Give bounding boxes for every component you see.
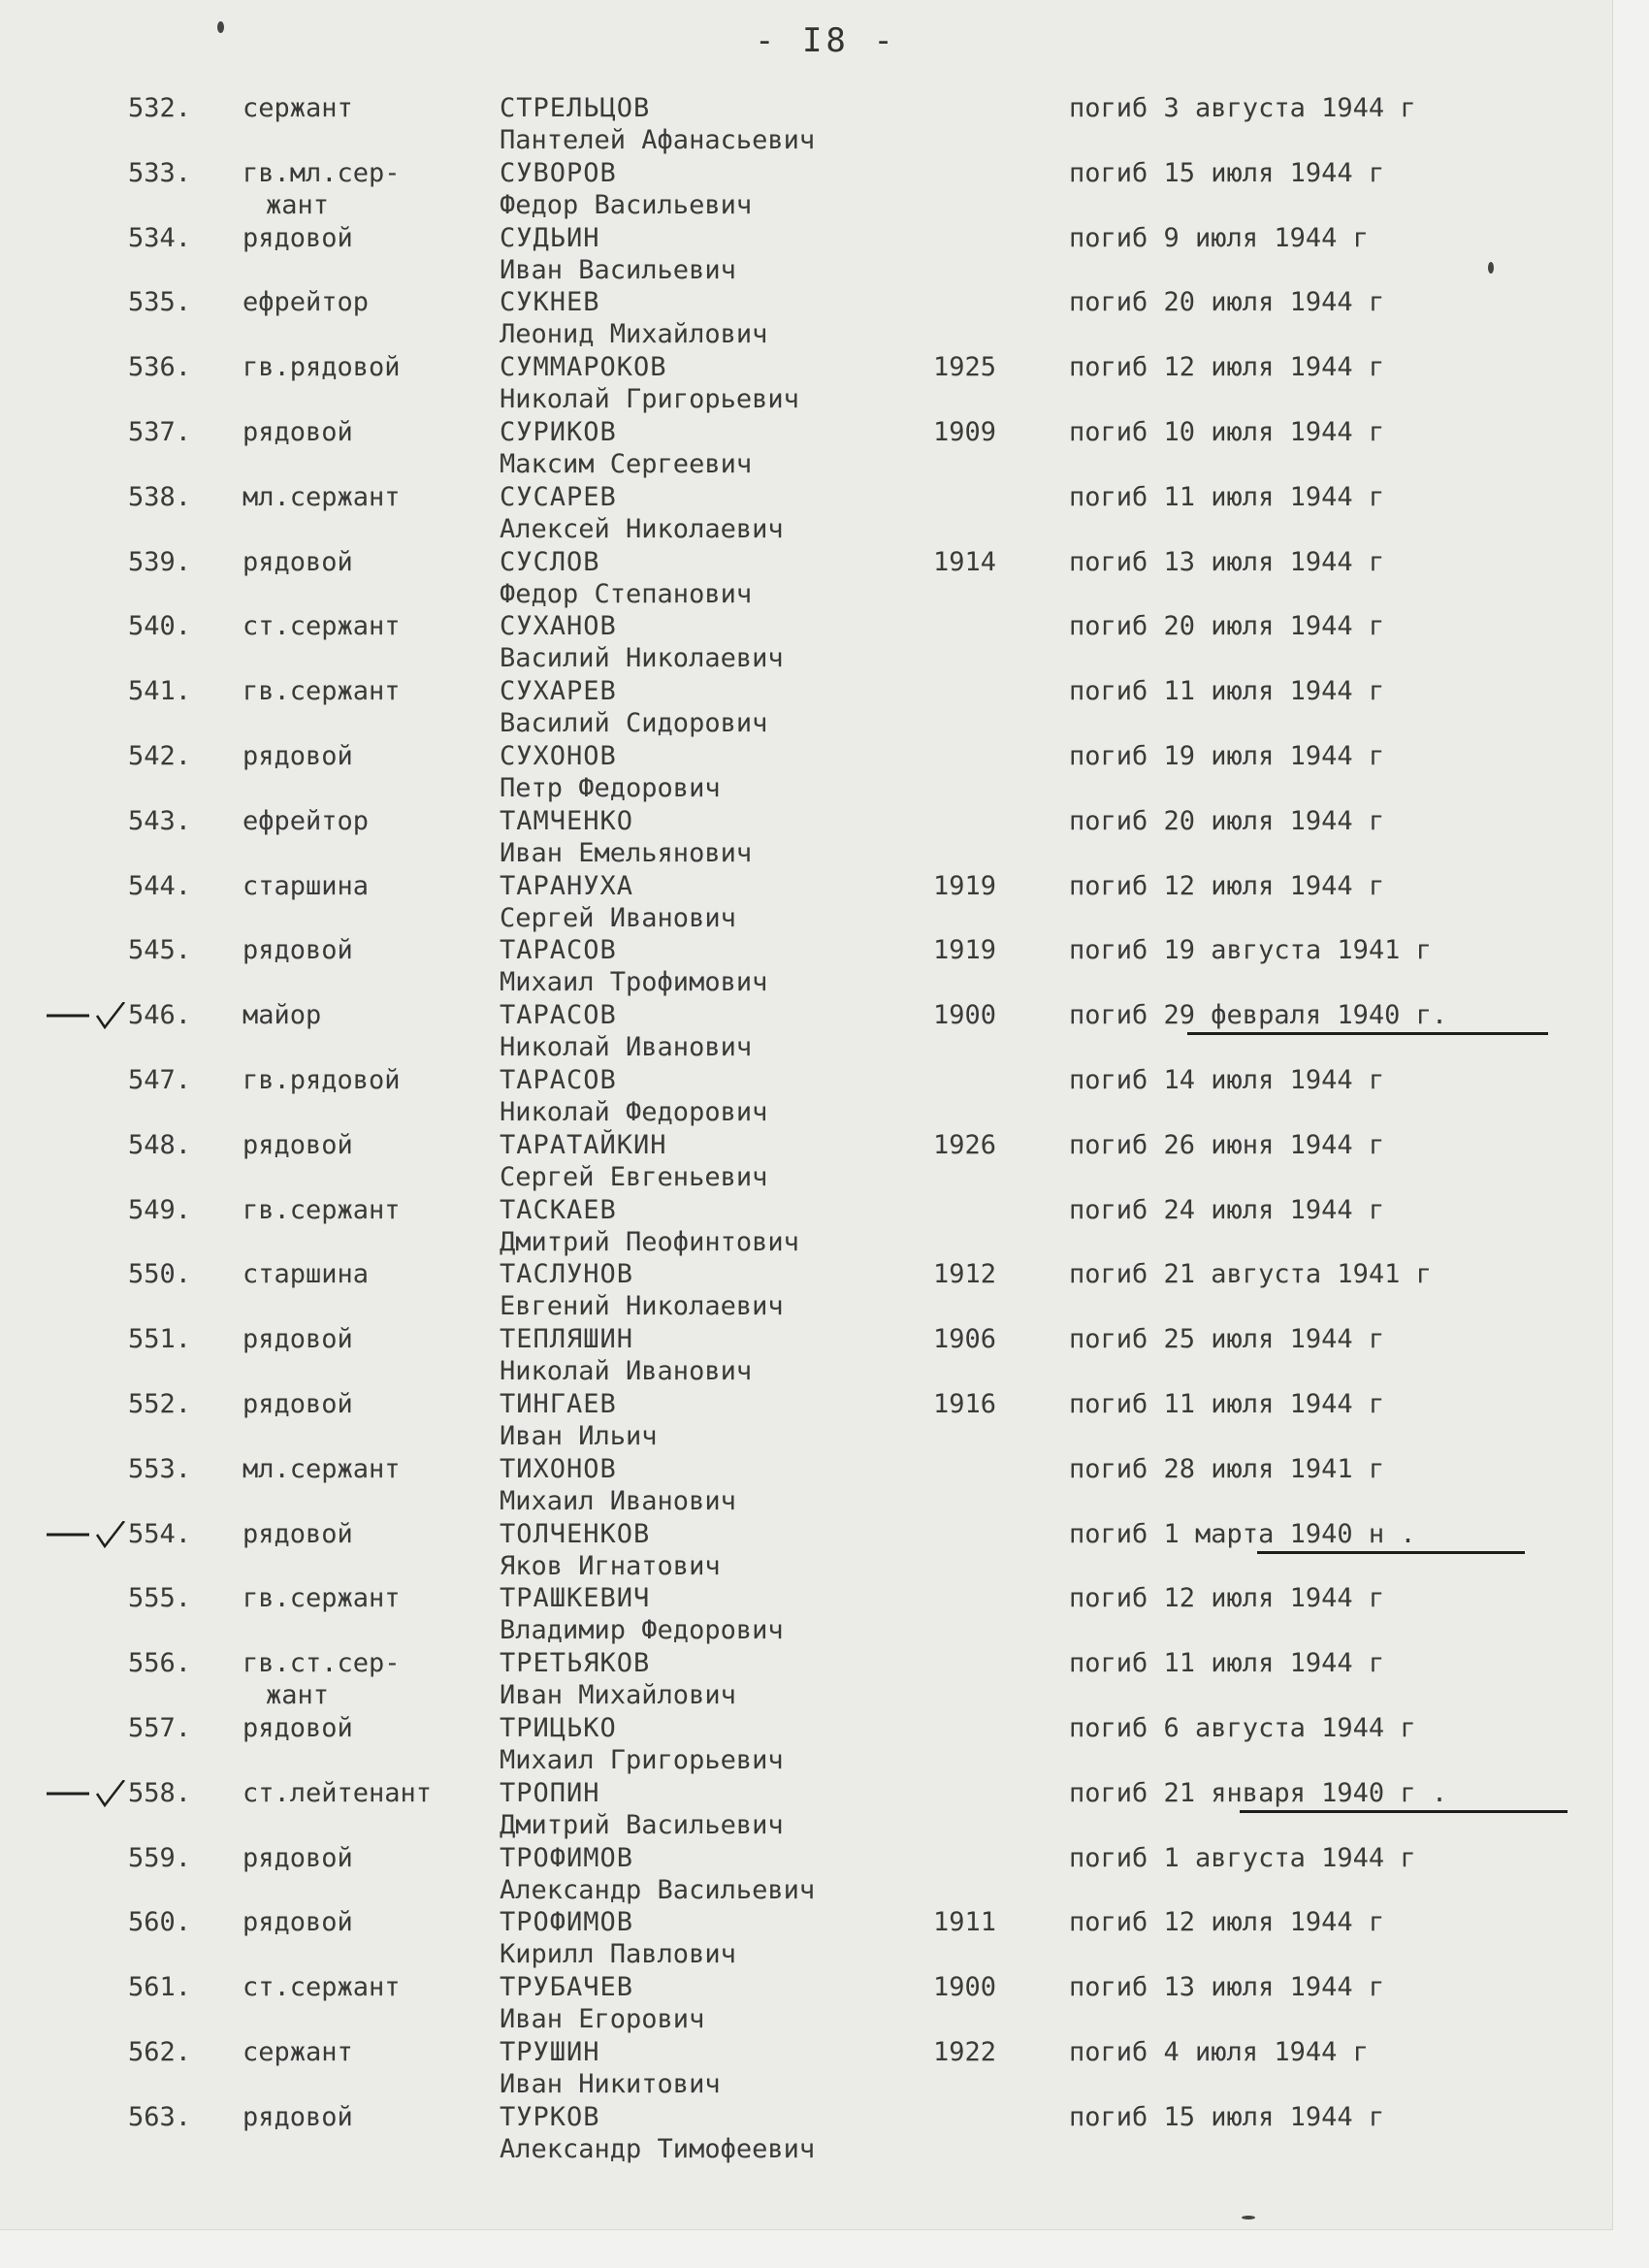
entry-surname: ТИНГАЕВ xyxy=(500,1388,617,1419)
entry-given-names: Иван Емельянович xyxy=(500,837,753,868)
entry-number: 549. xyxy=(128,1194,192,1225)
entry-death-date: погиб 12 июля 1944 г xyxy=(1069,1583,1385,1614)
entry-given-names: Евгений Николаевич xyxy=(500,1291,784,1322)
entry-number: 538. xyxy=(128,481,192,512)
entry-number: 547. xyxy=(128,1064,192,1095)
entry-given-names: Леонид Михайлович xyxy=(500,319,768,350)
entry-rank xyxy=(242,1518,353,1550)
entry-rank xyxy=(242,481,401,513)
entry-given-names: Дмитрий Васильевич xyxy=(500,1809,784,1840)
entry-rank xyxy=(242,1842,353,1874)
list-item xyxy=(0,1518,1612,1583)
entry-surname: ТУРКОВ xyxy=(500,2101,600,2132)
entry-death-date: погиб 20 июля 1944 г xyxy=(1069,287,1385,318)
entry-given-names: Дмитрий Пеофинтович xyxy=(500,1226,799,1257)
entry-rank xyxy=(242,416,353,448)
entry-surname: ТАСКАЕВ xyxy=(500,1194,617,1225)
entry-birth-year: 1900 xyxy=(933,1000,997,1031)
entry-death-date: погиб 9 июля 1944 г xyxy=(1069,222,1369,253)
list-item xyxy=(0,157,1612,222)
entry-birth-year: 1900 xyxy=(933,1972,997,2003)
entry-rank xyxy=(242,1971,401,2003)
list-item xyxy=(0,1453,1612,1518)
entry-death-date: погиб 3 августа 1944 г xyxy=(1069,93,1416,123)
handwritten-check-icon xyxy=(45,1521,126,1548)
list-item xyxy=(0,870,1612,935)
entry-given-names: Михаил Иванович xyxy=(500,1485,736,1516)
rank-line-continuation: жант xyxy=(266,1680,330,1711)
entry-rank xyxy=(242,1712,353,1744)
entry-rank xyxy=(242,1582,401,1614)
entry-surname: ТРИЦЬКО xyxy=(500,1712,617,1743)
list-item xyxy=(0,1323,1612,1388)
entry-rank xyxy=(242,740,353,772)
list-item xyxy=(0,2101,1612,2166)
entry-given-names: Иван Васильевич xyxy=(500,254,736,285)
entry-number: 560. xyxy=(128,1907,192,1938)
entry-surname: СУДЬИН xyxy=(500,222,600,253)
entry-death-date: погиб 20 июля 1944 г xyxy=(1069,805,1385,836)
entry-birth-year: 1912 xyxy=(933,1259,997,1290)
entry-rank xyxy=(242,1647,401,1711)
list-item xyxy=(0,1971,1612,2036)
entry-surname: ТАМЧЕНКО xyxy=(500,805,634,836)
entry-given-names: Иван Михайлович xyxy=(500,1680,736,1711)
rank-line: майор xyxy=(242,1000,322,1031)
entry-death-date: погиб 11 июля 1944 г xyxy=(1069,1648,1385,1679)
entry-surname: ТОЛЧЕНКОВ xyxy=(500,1518,651,1549)
entry-given-names: Василий Николаевич xyxy=(500,643,784,674)
list-item xyxy=(0,1582,1612,1647)
list-item xyxy=(0,1842,1612,1907)
list-item xyxy=(0,610,1612,675)
entry-death-date: погиб 1 марта 1940 н . xyxy=(1069,1518,1416,1549)
entry-surname: СУХАРЕВ xyxy=(500,676,617,707)
entry-death-date: погиб 4 июля 1944 г xyxy=(1069,2036,1369,2067)
entry-given-names: Алексей Николаевич xyxy=(500,513,784,544)
rank-line: ефрейтор xyxy=(242,805,370,836)
entry-death-date: погиб 20 июля 1944 г xyxy=(1069,611,1385,642)
entry-rank xyxy=(242,805,369,837)
entry-given-names: Федор Степанович xyxy=(500,578,753,609)
page-number: - I8 - xyxy=(755,21,897,60)
entry-surname: ТРУШИН xyxy=(500,2036,600,2067)
list-item xyxy=(0,999,1612,1064)
entry-rank xyxy=(242,2036,353,2068)
rank-line: рядовой xyxy=(242,416,353,447)
entry-surname: СУРИКОВ xyxy=(500,416,617,447)
entry-rank xyxy=(242,999,321,1031)
entry-death-date: погиб 14 июля 1944 г xyxy=(1069,1064,1385,1095)
rank-line: рядовой xyxy=(242,1129,353,1160)
entry-rank xyxy=(242,222,353,254)
entry-given-names: Николай Федорович xyxy=(500,1096,768,1127)
entry-death-date: погиб 26 июня 1944 г xyxy=(1069,1129,1385,1160)
entry-number: 552. xyxy=(128,1388,192,1419)
entry-surname: ТРОФИМОВ xyxy=(500,1842,634,1873)
entry-birth-year: 1911 xyxy=(933,1907,997,1938)
entry-given-names: Иван Ильич xyxy=(500,1420,658,1451)
rank-line: гв.рядовой xyxy=(242,1064,401,1095)
entry-number: 536. xyxy=(128,352,192,383)
entry-rank xyxy=(242,157,401,221)
entry-given-names: Василий Сидорович xyxy=(500,708,768,739)
entry-birth-year: 1914 xyxy=(933,546,997,577)
entry-birth-year: 1922 xyxy=(933,2036,997,2067)
list-item xyxy=(0,934,1612,999)
entry-number: 550. xyxy=(128,1259,192,1290)
entry-number: 551. xyxy=(128,1324,192,1355)
rank-line: ст.лейтенант xyxy=(242,1777,433,1808)
entry-given-names: Владимир Федорович xyxy=(500,1615,784,1646)
entry-birth-year: 1919 xyxy=(933,935,997,966)
entry-surname: СУММАРОКОВ xyxy=(500,352,667,383)
entry-rank xyxy=(242,1064,401,1096)
entry-number: 537. xyxy=(128,416,192,447)
entry-death-date: погиб 19 июля 1944 г xyxy=(1069,740,1385,771)
entry-surname: ТАРАСОВ xyxy=(500,1064,617,1095)
entry-death-date: погиб 11 июля 1944 г xyxy=(1069,1388,1385,1419)
rank-line-continuation: жант xyxy=(266,189,330,220)
rank-line: мл.сержант xyxy=(242,481,401,512)
entry-death-date: погиб 13 июля 1944 г xyxy=(1069,1972,1385,2003)
rank-line: гв.сержант xyxy=(242,1194,401,1225)
entry-given-names: Кирилл Павлович xyxy=(500,1939,736,1970)
entry-death-date: погиб 6 августа 1944 г xyxy=(1069,1712,1416,1743)
rank-line: рядовой xyxy=(242,546,353,577)
entry-number: 557. xyxy=(128,1712,192,1743)
entry-death-date: погиб 15 июля 1944 г xyxy=(1069,2101,1385,2132)
list-item xyxy=(0,740,1612,805)
entry-surname: ТАРАСОВ xyxy=(500,935,617,966)
rank-line: сержант xyxy=(242,93,353,123)
entry-given-names: Михаил Трофимович xyxy=(500,967,768,998)
entry-rank xyxy=(242,934,353,966)
rank-line: гв.мл.сер- xyxy=(242,157,401,188)
entry-number: 555. xyxy=(128,1583,192,1614)
list-item xyxy=(0,1129,1612,1194)
entry-surname: ТАРАТАЙКИН xyxy=(500,1129,667,1160)
entry-given-names: Иван Егорович xyxy=(500,2004,705,2035)
entry-death-date: погиб 11 июля 1944 г xyxy=(1069,676,1385,707)
entry-rank xyxy=(242,1323,353,1355)
list-item xyxy=(0,1064,1612,1129)
rank-line: гв.ст.сер- xyxy=(242,1648,401,1679)
entry-death-date: погиб 21 января 1940 г . xyxy=(1069,1777,1448,1808)
ink-speck xyxy=(1242,2216,1255,2219)
entry-surname: ТАСЛУНОВ xyxy=(500,1259,634,1290)
entry-death-date: погиб 28 июля 1941 г xyxy=(1069,1453,1385,1484)
entry-given-names: Сергей Евгеньевич xyxy=(500,1161,768,1192)
list-item xyxy=(0,222,1612,287)
entry-death-date: погиб 12 июля 1944 г xyxy=(1069,870,1385,901)
entry-number: 556. xyxy=(128,1648,192,1679)
entry-number: 539. xyxy=(128,546,192,577)
entry-rank xyxy=(242,610,401,642)
entry-number: 541. xyxy=(128,676,192,707)
rank-line: старшина xyxy=(242,870,370,901)
rank-line: рядовой xyxy=(242,2101,353,2132)
entry-rank xyxy=(242,1777,432,1809)
entry-surname: СУСЛОВ xyxy=(500,546,600,577)
entry-number: 562. xyxy=(128,2036,192,2067)
entry-given-names: Иван Никитович xyxy=(500,2068,721,2099)
entry-number: 544. xyxy=(128,870,192,901)
entry-rank xyxy=(242,870,369,902)
entry-surname: ТРЕТЬЯКОВ xyxy=(500,1648,651,1679)
list-item xyxy=(0,1777,1612,1842)
entry-surname: ТРОПИН xyxy=(500,1777,600,1808)
entry-number: 554. xyxy=(128,1518,192,1549)
entry-rank xyxy=(242,286,369,318)
entry-number: 542. xyxy=(128,740,192,771)
entry-given-names: Михаил Григорьевич xyxy=(500,1744,784,1775)
handwritten-check-icon xyxy=(45,1002,126,1029)
entry-rank xyxy=(242,1906,353,1938)
entry-number: 561. xyxy=(128,1972,192,2003)
entry-surname: СУСАРЕВ xyxy=(500,481,617,512)
entry-number: 563. xyxy=(128,2101,192,2132)
entry-surname: ТЕПЛЯШИН xyxy=(500,1324,634,1355)
entry-rank xyxy=(242,546,353,578)
list-item xyxy=(0,1906,1612,1971)
list-item xyxy=(0,351,1612,416)
entry-number: 543. xyxy=(128,805,192,836)
entry-surname: ТАРАНУХА xyxy=(500,870,634,901)
rank-line: гв.сержант xyxy=(242,1583,401,1614)
entry-number: 540. xyxy=(128,611,192,642)
entry-surname: СУХОНОВ xyxy=(500,740,617,771)
entry-given-names: Яков Игнатович xyxy=(500,1550,721,1581)
entry-death-date: погиб 29 февраля 1940 г. xyxy=(1069,1000,1448,1031)
list-item xyxy=(0,1388,1612,1453)
entry-death-date: погиб 13 июля 1944 г xyxy=(1069,546,1385,577)
entry-death-date: погиб 11 июля 1944 г xyxy=(1069,481,1385,512)
list-item xyxy=(0,805,1612,870)
entry-number: 558. xyxy=(128,1777,192,1808)
entry-given-names: Сергей Иванович xyxy=(500,902,736,933)
entry-number: 548. xyxy=(128,1129,192,1160)
list-item xyxy=(0,2036,1612,2101)
entry-surname: СУХАНОВ xyxy=(500,611,617,642)
handwritten-underline xyxy=(1187,1032,1548,1035)
entry-surname: ТРУБАЧЕВ xyxy=(500,1972,634,2003)
entry-rank xyxy=(242,1388,353,1420)
entry-rank xyxy=(242,92,353,124)
rank-line: ст.сержант xyxy=(242,1972,401,2003)
rank-line: ст.сержант xyxy=(242,611,401,642)
entry-death-date: погиб 10 июля 1944 г xyxy=(1069,416,1385,447)
entry-birth-year: 1906 xyxy=(933,1324,997,1355)
rank-line: гв.рядовой xyxy=(242,352,401,383)
entry-rank xyxy=(242,1194,401,1226)
casualty-list xyxy=(0,92,1612,2166)
entry-given-names: Николай Иванович xyxy=(500,1032,753,1063)
rank-line: сержант xyxy=(242,2036,353,2067)
entry-death-date: погиб 21 августа 1941 г xyxy=(1069,1259,1432,1290)
entry-given-names: Пантелей Афанасьевич xyxy=(500,125,816,155)
entry-death-date: погиб 24 июля 1944 г xyxy=(1069,1194,1385,1225)
entry-birth-year: 1926 xyxy=(933,1129,997,1160)
entry-birth-year: 1916 xyxy=(933,1388,997,1419)
rank-line: гв.сержант xyxy=(242,676,401,707)
rank-line: рядовой xyxy=(242,740,353,771)
list-item xyxy=(0,1647,1612,1712)
entry-surname: ТРОФИМОВ xyxy=(500,1907,634,1938)
entry-death-date: погиб 12 июля 1944 г xyxy=(1069,352,1385,383)
entry-rank xyxy=(242,1129,353,1161)
entry-birth-year: 1925 xyxy=(933,352,997,383)
entry-death-date: погиб 25 июля 1944 г xyxy=(1069,1324,1385,1355)
rank-line: рядовой xyxy=(242,1907,353,1938)
entry-given-names: Александр Тимофеевич xyxy=(500,2133,816,2164)
list-item xyxy=(0,675,1612,740)
entry-birth-year: 1919 xyxy=(933,870,997,901)
entry-given-names: Александр Васильевич xyxy=(500,1874,816,1905)
entry-number: 559. xyxy=(128,1842,192,1873)
entry-surname: СУКНЕВ xyxy=(500,287,600,318)
entry-rank xyxy=(242,675,401,707)
list-item xyxy=(0,481,1612,546)
entry-number: 553. xyxy=(128,1453,192,1484)
entry-given-names: Максим Сергеевич xyxy=(500,448,753,479)
rank-line: рядовой xyxy=(242,1712,353,1743)
entry-number: 546. xyxy=(128,1000,192,1031)
list-item xyxy=(0,286,1612,351)
entry-rank xyxy=(242,2101,353,2133)
entry-death-date: погиб 19 августа 1941 г xyxy=(1069,935,1432,966)
list-item xyxy=(0,1258,1612,1323)
ink-speck xyxy=(217,21,224,33)
rank-line: мл.сержант xyxy=(242,1453,401,1484)
entry-given-names: Николай Иванович xyxy=(500,1356,753,1387)
list-item xyxy=(0,416,1612,481)
entry-death-date: погиб 1 августа 1944 г xyxy=(1069,1842,1416,1873)
rank-line: рядовой xyxy=(242,935,353,966)
entry-number: 532. xyxy=(128,93,192,123)
entry-number: 533. xyxy=(128,157,192,188)
handwritten-underline xyxy=(1257,1551,1525,1554)
rank-line: рядовой xyxy=(242,1388,353,1419)
entry-rank xyxy=(242,1258,369,1290)
entry-surname: СУВОРОВ xyxy=(500,157,617,188)
rank-line: рядовой xyxy=(242,1324,353,1355)
entry-rank xyxy=(242,1453,401,1485)
rank-line: старшина xyxy=(242,1259,370,1290)
entry-surname: СТРЕЛЬЦОВ xyxy=(500,93,651,123)
entry-death-date: погиб 15 июля 1944 г xyxy=(1069,157,1385,188)
entry-given-names: Николай Григорьевич xyxy=(500,384,799,415)
ink-speck xyxy=(1488,262,1494,274)
list-item xyxy=(0,546,1612,611)
handwritten-underline xyxy=(1240,1810,1568,1813)
rank-line: рядовой xyxy=(242,1842,353,1873)
list-item xyxy=(0,92,1612,157)
handwritten-check-icon xyxy=(45,1780,126,1807)
entry-rank xyxy=(242,351,401,383)
entry-number: 535. xyxy=(128,287,192,318)
rank-line: ефрейтор xyxy=(242,287,370,318)
entry-number: 545. xyxy=(128,935,192,966)
entry-surname: ТАРАСОВ xyxy=(500,1000,617,1031)
list-item xyxy=(0,1194,1612,1259)
entry-surname: ТИХОНОВ xyxy=(500,1453,617,1484)
entry-given-names: Федор Васильевич xyxy=(500,189,753,220)
rank-line: рядовой xyxy=(242,1518,353,1549)
rank-line: рядовой xyxy=(242,222,353,253)
entry-given-names: Петр Федорович xyxy=(500,772,721,803)
entry-death-date: погиб 12 июля 1944 г xyxy=(1069,1907,1385,1938)
entry-surname: ТРАШКЕВИЧ xyxy=(500,1583,651,1614)
entry-number: 534. xyxy=(128,222,192,253)
list-item xyxy=(0,1712,1612,1777)
entry-birth-year: 1909 xyxy=(933,416,997,447)
